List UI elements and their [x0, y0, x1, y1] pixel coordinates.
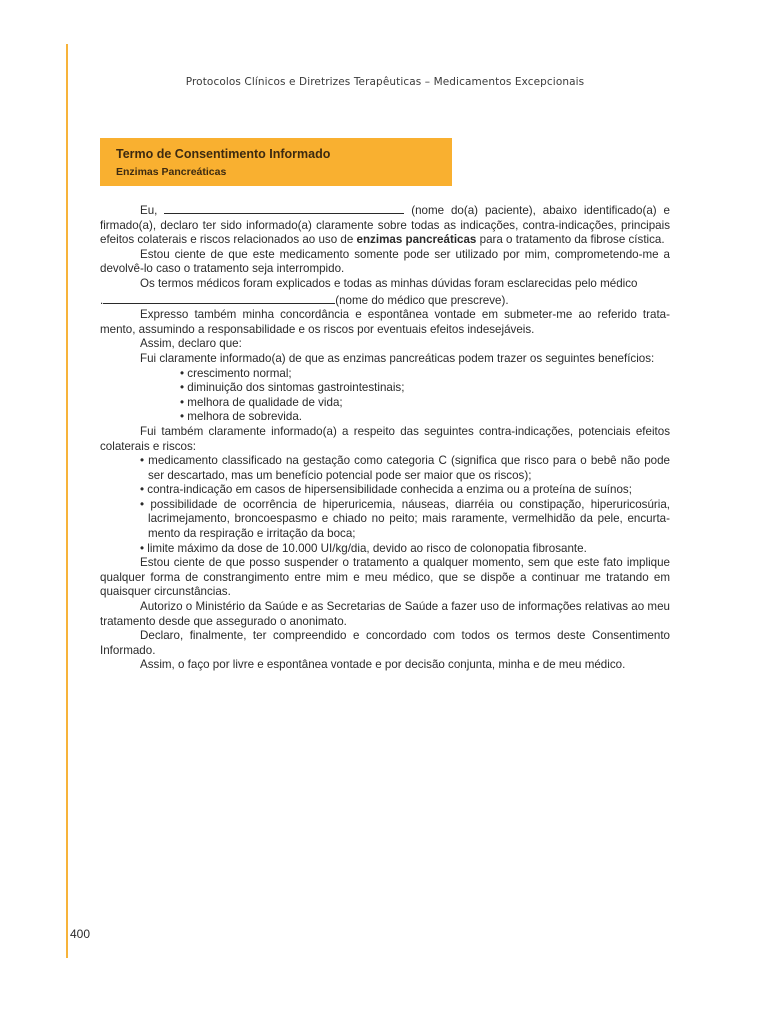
paragraph-patient [100, 202, 670, 248]
document-subtitle: Enzimas Pancreáticas [116, 166, 227, 178]
paragraph-9: Autorizo o Ministério da Saúde e as Secretarias de Saúde a fazer uso de informações relativas ao meu tratamento desde que assegurado o anonimato. [100, 600, 670, 628]
paragraph-4: Expresso também minha concordância e espontânea vontade em submeter-me ao referido trata-mento, assumindo a responsabilidade e os riscos por eventuais efeitos indesejáveis. [100, 308, 670, 336]
doctor-name-field[interactable] [103, 292, 335, 304]
paragraph-11: Assim, o faço por livre e espontânea vontade e por decisão conjunta, minha e de meu médico. [140, 658, 626, 672]
running-header: Protocolos Clínicos e Diretrizes Terapêuticas – Medicamentos Excepcionais [185, 76, 585, 88]
paragraph-doctor [100, 292, 670, 309]
p3-prefix: . [100, 293, 104, 307]
risk-item: • contra-indicação em casos de hipersensibilidade conhecida a enzima ou a proteína de suínos; [140, 483, 632, 497]
risk-item: • limite máximo da dose de 10.000 UI/kg/dia, devido ao risco de colonopatia fibrosante. [140, 541, 587, 555]
consent-body [100, 202, 670, 673]
benefit-item: • melhora de sobrevida. [180, 410, 302, 424]
paragraph-7: Fui também claramente informado(a) a respeito das seguintes contra-indicações, potenciais efeitos colaterais e riscos: [100, 424, 670, 453]
benefit-item: • diminuição dos sintomas gastrointestinais; [180, 381, 405, 395]
patient-name-field[interactable] [164, 202, 404, 214]
p1-bold-drug: enzimas pancreáticas [356, 233, 477, 247]
title-box [100, 138, 452, 186]
paragraph-6: Fui claramente informado(a) de que as enzimas pancreáticas podem trazer os seguintes benefícios: [140, 351, 655, 365]
p1-start: Eu, [140, 204, 158, 217]
margin-rule [66, 44, 68, 958]
paragraph-3: Os termos médicos foram explicados e todas as minhas dúvidas foram esclarecidas pelo médico [140, 276, 638, 290]
benefit-item: • melhora de qualidade de vida; [180, 395, 343, 409]
paragraph-10: Declaro, finalmente, ter compreendido e concordado com todos os termos deste Consentimento Informado. [100, 629, 670, 657]
p3-after-blank: (nome do médico que prescreve). [335, 293, 509, 307]
benefit-item: • crescimento normal; [180, 366, 292, 380]
paragraph-5: Assim, declaro que: [140, 337, 242, 351]
risk-item: • possibilidade de ocorrência de hiperuricemia, náuseas, diarréia ou constipação, hiperuricosúria, lacrimejamento, broncoespasmo e chiado no peito; mais raramente, vermelhidão da pele, encurta-mento da respiração e irritação da boca; [140, 497, 670, 541]
paragraph-2: Estou ciente de que este medicamento somente pode ser utilizado por mim, comprometendo-me a devolvê-lo caso o tratamento seja interrompido. [100, 247, 670, 276]
risk-item: • medicamento classificado na gestação como categoria C (significa que risco para o bebê não pode ser descartado, mas um benefício potencial pode ser maior que os riscos); [140, 454, 670, 482]
p1-end: para o tratamento da fibrose cística. [479, 233, 665, 247]
paragraph-8: Estou ciente de que posso suspender o tratamento a qualquer momento, sem que este fato implique qualquer forma de constrangimento entre mim e meu médico, que se dispõe a continuar me tratando em quaisquer circunstâncias. [100, 556, 670, 599]
document-title: Termo de Consentimento Informado [116, 147, 331, 161]
p1-after-blank: (nome do(a) paciente), abaixo identificado(a) e firmado(a), declaro ter sido informado(a) claramente sobre todas as indicações, contra-indicações, principais efeitos colaterais e riscos relacionados ao uso de [100, 204, 670, 247]
page-number: 400 [70, 927, 91, 941]
